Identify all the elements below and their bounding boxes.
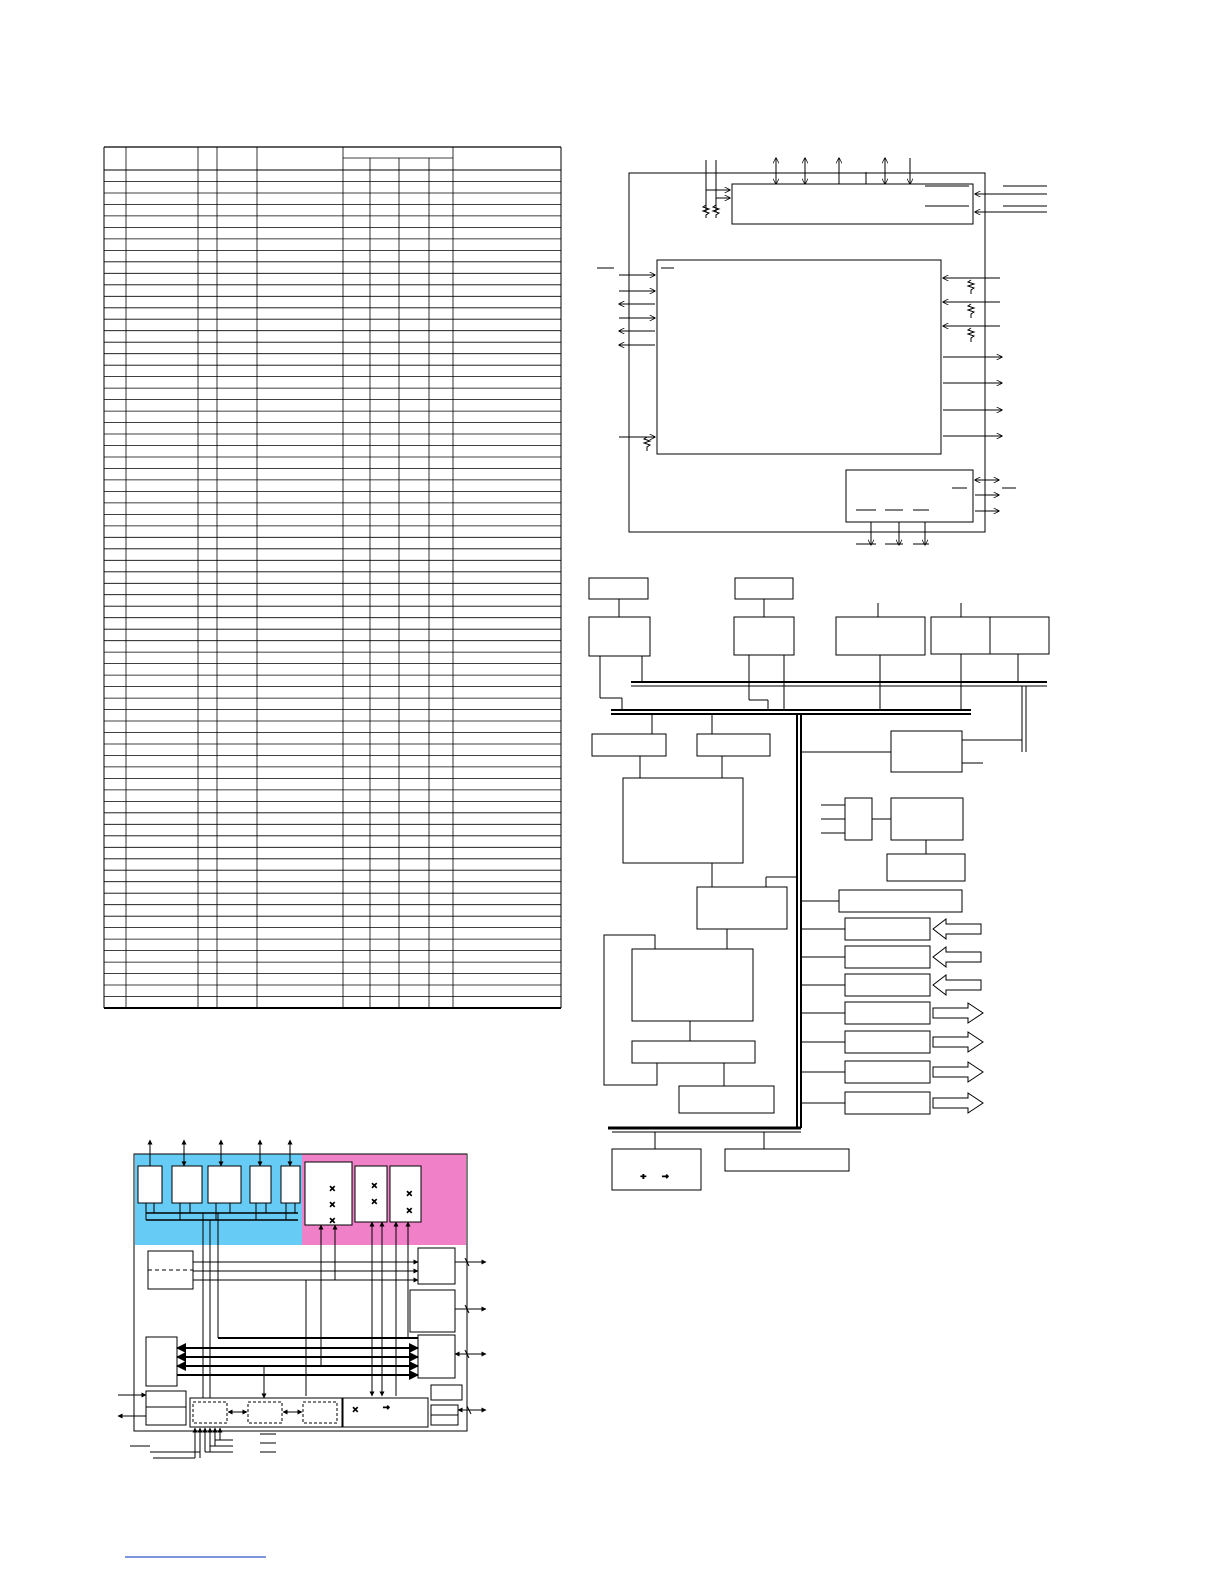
- io-block: [845, 1031, 930, 1053]
- resistor-icon: [968, 328, 974, 342]
- resistor-icon: [703, 205, 719, 218]
- port-block: [172, 1166, 202, 1203]
- input-arrow-icon: [933, 975, 981, 995]
- input-arrow-icon: [933, 919, 981, 939]
- port-block: [250, 1166, 271, 1203]
- times-glyph: ×: [329, 1184, 336, 1193]
- io-block: [845, 918, 930, 940]
- times-glyph: ×: [371, 1197, 378, 1206]
- sys-block: [725, 1149, 849, 1171]
- sys-block: [891, 798, 963, 840]
- sys-block: [679, 1086, 774, 1113]
- sys-block: [735, 578, 793, 599]
- core-block: [657, 260, 941, 454]
- times-glyph: ×: [329, 1216, 336, 1225]
- sys-block: [589, 578, 648, 599]
- sys-block: [836, 617, 925, 655]
- pin-function-table: [104, 147, 561, 1008]
- mcu-block: [193, 1402, 227, 1423]
- chip-outline: [629, 173, 985, 532]
- sys-block: [589, 617, 650, 656]
- times-glyph: ×: [406, 1189, 413, 1198]
- sys-block: [887, 854, 965, 881]
- system-block-diagram: [589, 578, 1049, 1190]
- input-arrow-icon: [933, 947, 981, 967]
- mcu-block: [146, 1337, 177, 1386]
- times-glyph: ×: [352, 1405, 359, 1414]
- sys-block: [612, 1149, 701, 1190]
- io-block: [845, 1061, 930, 1083]
- output-arrow-icon: [933, 1032, 983, 1052]
- times-glyph: ×: [371, 1181, 378, 1190]
- mcu-block: [431, 1385, 462, 1400]
- output-arrow-icon: [933, 1093, 983, 1113]
- io-block: [845, 974, 930, 996]
- sys-block: [839, 890, 962, 912]
- sys-block: [697, 887, 787, 929]
- sys-block: [891, 731, 962, 772]
- lower-right-block: [846, 470, 973, 522]
- output-arrow-icon: [933, 1003, 983, 1023]
- io-block: [845, 1002, 930, 1024]
- sys-block: [990, 617, 1049, 654]
- mcu-block: [418, 1335, 455, 1378]
- mcu-block: [418, 1248, 455, 1284]
- mcu-block: [303, 1402, 337, 1423]
- sys-block: [632, 1041, 755, 1063]
- port-block: [138, 1166, 162, 1203]
- sys-block: [931, 617, 990, 654]
- io-block: [845, 946, 930, 968]
- sys-block: [697, 734, 770, 756]
- top-pin-arrows: [706, 158, 910, 212]
- sys-block: [623, 778, 743, 863]
- resistor-icon: [644, 437, 650, 451]
- sys-block: [845, 798, 872, 840]
- port-block: [281, 1166, 300, 1203]
- sys-block: [734, 617, 794, 655]
- mcu-block: [248, 1402, 282, 1423]
- mcu-block-diagram: [118, 1140, 486, 1458]
- io-block: [845, 1092, 930, 1114]
- timer-block: [355, 1166, 387, 1222]
- pin-connection-diagram: [597, 158, 1047, 545]
- divide-glyph: ÷: [640, 1172, 647, 1181]
- times-glyph: ×: [406, 1206, 413, 1215]
- mcu-block: [410, 1290, 455, 1332]
- times-glyph: ×: [329, 1200, 336, 1209]
- arrow-glyph: →: [383, 1403, 390, 1412]
- output-arrow-icon: [933, 1062, 983, 1082]
- sys-block: [592, 734, 666, 756]
- resistor-icon: [968, 304, 974, 318]
- port-block: [208, 1166, 241, 1203]
- mcu-block: [146, 1391, 186, 1425]
- upper-interface-block: [732, 184, 973, 224]
- sys-block: [632, 949, 753, 1021]
- arrow-glyph: →: [662, 1172, 669, 1181]
- resistor-icon: [968, 280, 974, 294]
